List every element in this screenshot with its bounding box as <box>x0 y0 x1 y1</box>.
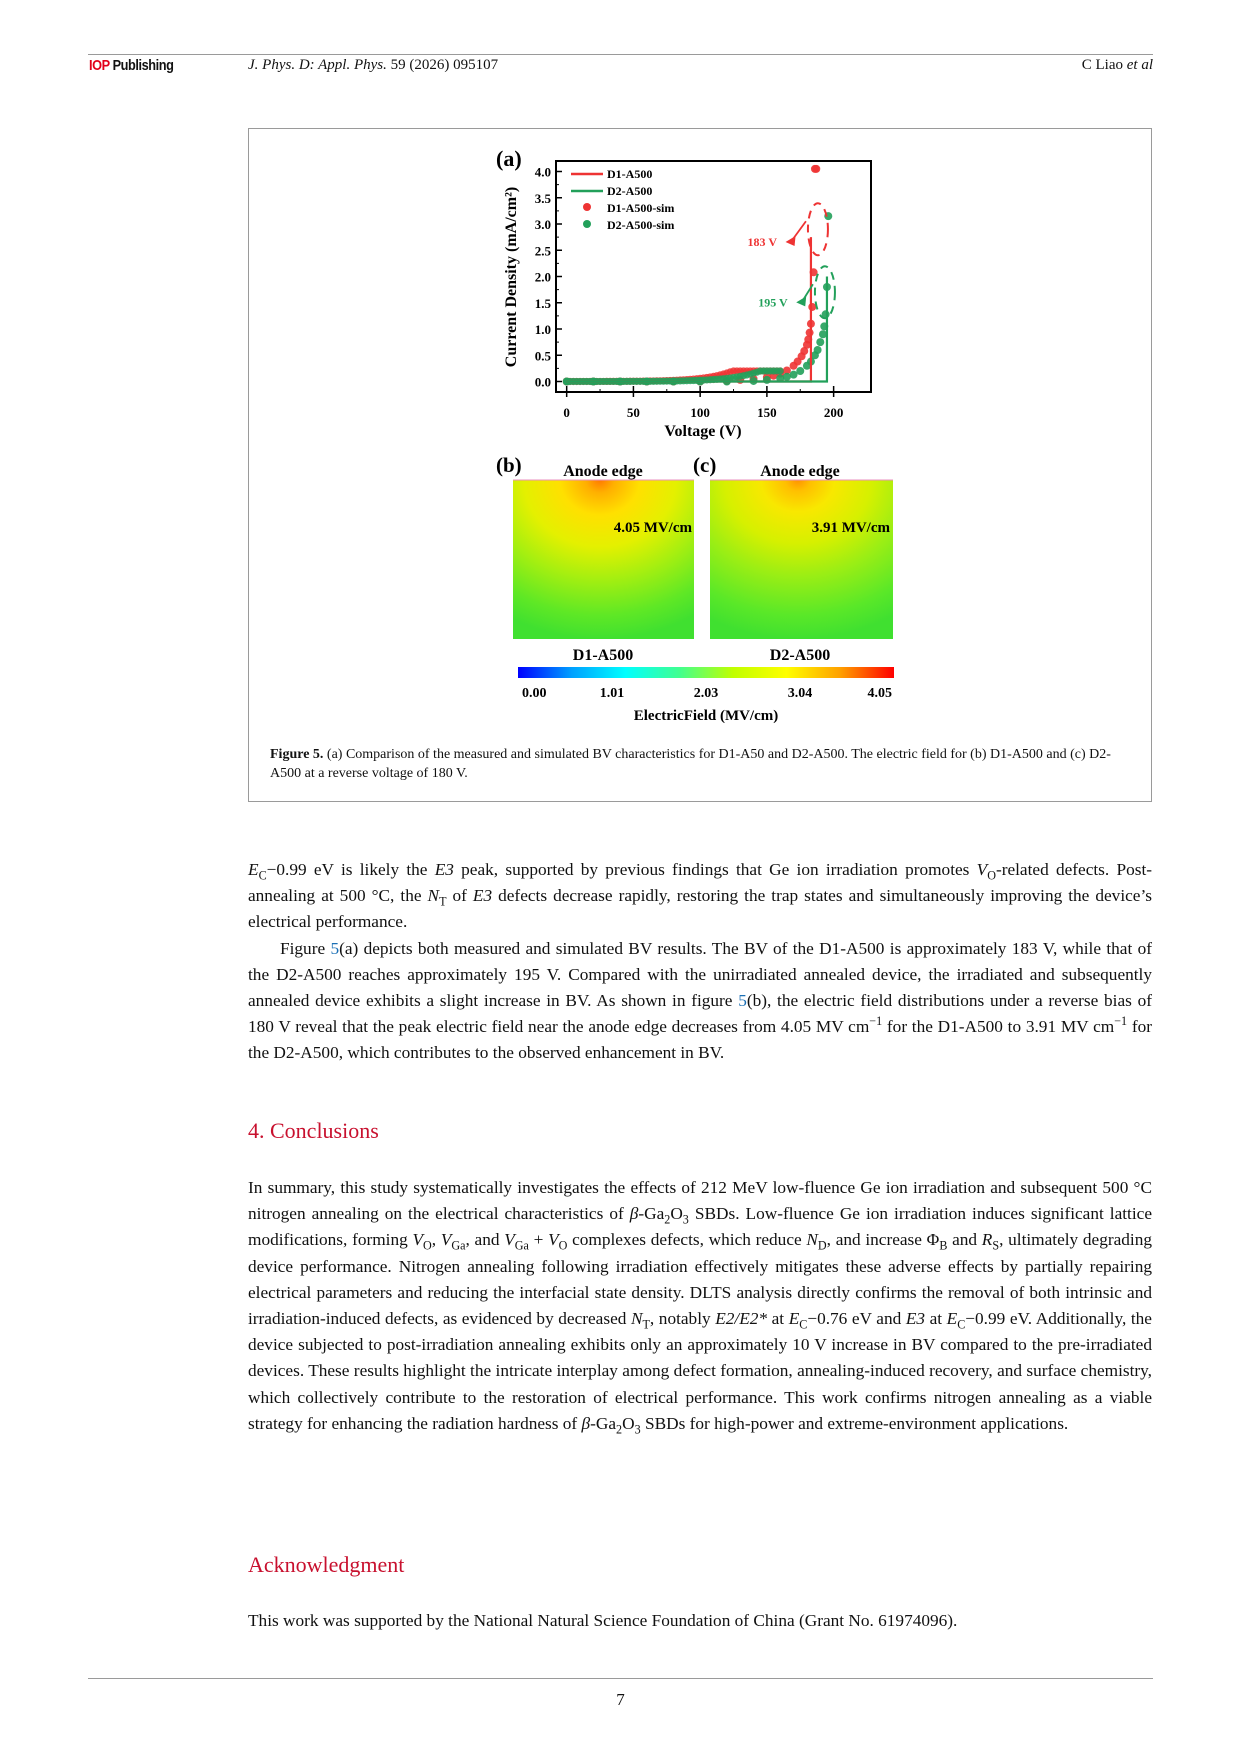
sym-v: V <box>548 1230 559 1250</box>
paragraph-e3-defects <box>248 857 1152 936</box>
heatmap-c-bottom-label: D2-A500 <box>769 647 831 664</box>
sup: −1 <box>1114 1014 1128 1029</box>
panel-c-label: (c) <box>693 453 717 477</box>
text: (b), the electric field distributions under a reverse bias of 180 V reveal that the peak electric field near the anode edge decreases from 4.05 MV cm <box>248 991 1152 1037</box>
sym-beta: β <box>581 1413 591 1433</box>
heatmap-c-peak-label: 3.91 MV/cm <box>811 520 890 536</box>
sub: 3 <box>682 1212 689 1227</box>
bv-chart <box>490 140 910 450</box>
sub: 2 <box>664 1212 671 1227</box>
x-tick-label: 150 <box>757 405 777 420</box>
sub: Ga <box>514 1238 529 1253</box>
text: −0.76 eV and <box>807 1309 906 1329</box>
data-point-d2-a500-sim <box>763 376 771 384</box>
chart-xlabel: Voltage (V) <box>664 423 742 440</box>
journal-name: J. Phys. D: Appl. Phys. <box>248 57 387 73</box>
legend-label: D2-A500-sim <box>607 218 675 232</box>
colorbar-tick-label: 0.00 <box>522 686 547 701</box>
colorbar-tick-label: 1.01 <box>599 686 625 701</box>
sym-v: V <box>412 1230 424 1250</box>
colorbar-title: ElectricField (MV/cm) <box>633 708 779 724</box>
page-number: 7 <box>616 1690 625 1709</box>
y-tick-label: 0.5 <box>534 348 551 364</box>
figure-ref-link[interactable]: 5 <box>330 938 340 958</box>
annotation-label: 195 V <box>758 295 788 310</box>
sym-r: R <box>981 1230 993 1250</box>
arrow-head-icon <box>786 236 796 246</box>
sym-e: E <box>248 860 259 879</box>
data-point-d2-a500-sim <box>777 367 784 374</box>
caption-text: (a) Comparison of the measured and simulated BV characteristics for D1-A50 and D2-A500. The electric field for (b) D1-A500 and (c) D2-A500 at a reverse voltage of 180 V. <box>270 747 1111 781</box>
caption-label: Figure 5. <box>270 747 324 762</box>
iop-publishing-logo <box>89 57 174 74</box>
text: −0.99 eV. Additionally, the device subjected to post-irradiation annealing exhibits only an approximately 10 V increase in BV compared to the pre-irradiated devices. These results highlight the intricate interplay among defect formation, annealing-induced recovery, and surface chemistry, which collectively contribute to the restoration of electrical performance. This work confirms nitrogen annealing as a viable strategy for enhancing the radiation hardness of <box>248 1309 1152 1433</box>
chart-ylabel: Current Density (mA/cm²) <box>503 186 520 368</box>
logo-publishing: Publishing <box>112 57 174 74</box>
text: of <box>446 886 473 906</box>
electric-field-maps <box>490 450 910 730</box>
text: , notably <box>649 1309 716 1329</box>
body-section-results <box>248 857 1152 1067</box>
sym-v: V <box>440 1230 452 1250</box>
sym-e: E <box>946 1309 958 1329</box>
y-tick-label: 3.5 <box>534 190 551 206</box>
legend-swatch-d2-a500-sim <box>583 220 591 228</box>
text: + <box>528 1230 549 1250</box>
data-point-d2-a500-sim <box>814 346 822 354</box>
logo-iop: IOP <box>89 57 110 74</box>
text: SBDs. Low-fluence Ge ion irradiation induces significant lattice modifications, forming <box>248 1204 1153 1250</box>
text: , ultimately degrading device performance. Nitrogen annealing following irradiation effectively mitigates these adverse effects by partially repairing electrical parameters and reducing the interfacial state density. DLTS analysis directly confirms the removal of both intrinsic and irradiation-induced defects, as evidenced by decreased <box>248 1230 1153 1329</box>
text: for the D2-A500, which contributes to the observed enhancement in BV. <box>248 1017 1152 1063</box>
text: , and <box>465 1230 505 1250</box>
sym-e: E <box>788 1309 800 1329</box>
heatmap-b-peak-label: 4.05 MV/cm <box>613 520 692 536</box>
sub: D <box>817 1238 827 1253</box>
section-conclusions-heading: 4. Conclusions <box>248 1118 379 1143</box>
colorbar <box>518 667 894 678</box>
text: complexes defects, which reduce <box>567 1230 807 1250</box>
y-tick-label: 3.0 <box>534 217 551 232</box>
legend-swatch-d1-a500-sim <box>583 203 591 211</box>
sym-e3: E3 <box>472 886 493 906</box>
text: at <box>767 1309 789 1329</box>
sub: O <box>558 1238 568 1253</box>
figure-caption <box>270 745 1140 783</box>
acknowledgment-text: This work was supported by the National Natural Science Foundation of China (Grant No. 61974096). <box>248 1611 958 1630</box>
sym-e2: E2/E2* <box>715 1309 768 1329</box>
sub: O <box>423 1238 432 1253</box>
sub: 2 <box>616 1422 623 1437</box>
data-point-d2-a500-sim <box>816 338 824 346</box>
paragraph-figure5-discussion <box>248 936 1152 1067</box>
heatmap-b <box>513 480 694 639</box>
text: at <box>925 1309 947 1329</box>
panel-a-label: (a) <box>496 146 522 171</box>
x-tick-label: 0 <box>563 405 570 420</box>
sub: C <box>799 1317 808 1332</box>
header-rule <box>88 54 1153 55</box>
text: -Ga <box>638 1204 665 1224</box>
sym-v: V <box>504 1230 515 1250</box>
text: (a) depicts both measured and simulated BV results. The BV of the D1-A500 is approximately 183 V, while that of the D2-A500 reaches approximately 195 V. Compared with the unirradiated annealed device, the irradiated and subsequently annealed device exhibits a slight increase in BV. As shown in figure <box>248 938 1152 1011</box>
sub-o: O <box>987 868 996 883</box>
text: O <box>670 1204 683 1224</box>
sub-t: T <box>439 894 447 909</box>
legend-label: D1-A500 <box>607 167 653 181</box>
text: -related defects. Post-annealing at 500 °C, the <box>248 860 1153 906</box>
text: defects decrease rapidly, restoring the trap states and simultaneously improving the device’s electrical performance. <box>248 886 1152 932</box>
text: -Ga <box>590 1413 617 1433</box>
sub: S <box>992 1238 1000 1253</box>
text: and <box>947 1230 982 1250</box>
sub: B <box>939 1238 948 1253</box>
arrow-head-icon <box>796 296 806 306</box>
sub: 3 <box>634 1422 641 1437</box>
text: In summary, this study systematically investigates the effects of 212 MeV low-fluence Ge ion irradiation and subsequent 500 °C nitrogen annealing on the electrical characteristics of <box>248 1178 1152 1224</box>
text: , and increase Φ <box>826 1230 940 1250</box>
data-point-d2-a500-sim <box>819 330 827 338</box>
colorbar-tick-label: 3.04 <box>787 686 813 701</box>
legend-label: D1-A500-sim <box>607 201 675 215</box>
y-tick-label: 1.0 <box>534 322 551 337</box>
journal-volume: 59 <box>390 57 406 73</box>
conclusion-text <box>248 1175 1152 1437</box>
series-line-d2-a500 <box>567 277 827 382</box>
y-tick-label: 2.5 <box>534 243 551 259</box>
x-tick-label: 100 <box>690 405 710 420</box>
panel-b-label: (b) <box>496 453 522 477</box>
conclusions-paragraph <box>248 1175 1152 1437</box>
sym-e3: E3 <box>434 860 454 879</box>
legend-label: D2-A500 <box>607 184 653 198</box>
heatmap-b-top-label: Anode edge <box>563 463 643 480</box>
sym-e3: E3 <box>905 1309 926 1329</box>
y-tick-label: 1.5 <box>534 295 551 311</box>
text: −0.99 eV is likely the <box>266 860 435 879</box>
sym-n: N <box>427 886 440 906</box>
sub-c: C <box>258 868 267 883</box>
text: SBDs for high-power and extreme-environment applications. <box>640 1413 1069 1433</box>
journal-citation <box>248 57 498 74</box>
colorbar-tick-label: 4.05 <box>867 686 892 701</box>
y-tick-label: 0.0 <box>534 374 551 390</box>
sym-v: V <box>976 860 988 879</box>
axes-frame <box>556 161 871 392</box>
sym-n: N <box>806 1230 818 1250</box>
data-point-d1-a500-sim <box>806 329 814 337</box>
data-point-d2-a500-sim <box>796 367 804 375</box>
running-author <box>1082 57 1153 74</box>
sub: C <box>957 1317 966 1332</box>
figure-ref-link[interactable]: 5 <box>738 991 747 1011</box>
text: O <box>622 1413 635 1433</box>
heatmap-c-top-label: Anode edge <box>760 463 840 480</box>
annotation-label: 183 V <box>747 235 777 249</box>
y-tick-label: 2.0 <box>534 269 551 285</box>
sym-n: N <box>630 1309 643 1329</box>
journal-year-article: (2026) 095107 <box>409 57 499 73</box>
heatmap-c <box>710 480 893 639</box>
x-tick-label: 50 <box>626 405 640 420</box>
heatmap-b-bottom-label: D1-A500 <box>572 647 634 664</box>
sym-beta: β <box>629 1204 639 1224</box>
text: for the D1-A500 to 3.91 MV cm <box>882 1017 1115 1037</box>
text: Figure <box>280 938 331 958</box>
sub: T <box>642 1317 650 1332</box>
acknowledgment-heading: Acknowledgment <box>248 1552 405 1577</box>
author-name: C Liao <box>1081 57 1123 73</box>
x-tick-label: 200 <box>823 405 844 420</box>
y-tick-label: 4.0 <box>534 164 551 180</box>
sup: −1 <box>869 1014 883 1029</box>
colorbar-tick-label: 2.03 <box>693 686 719 701</box>
author-et-al: et al <box>1126 57 1153 73</box>
sub: Ga <box>451 1238 466 1253</box>
data-point-d1-a500-sim <box>812 165 820 173</box>
text: peak, supported by previous findings that Ge ion irradiation promotes <box>453 860 977 879</box>
footer-rule <box>88 1678 1153 1679</box>
text: , <box>431 1230 441 1250</box>
